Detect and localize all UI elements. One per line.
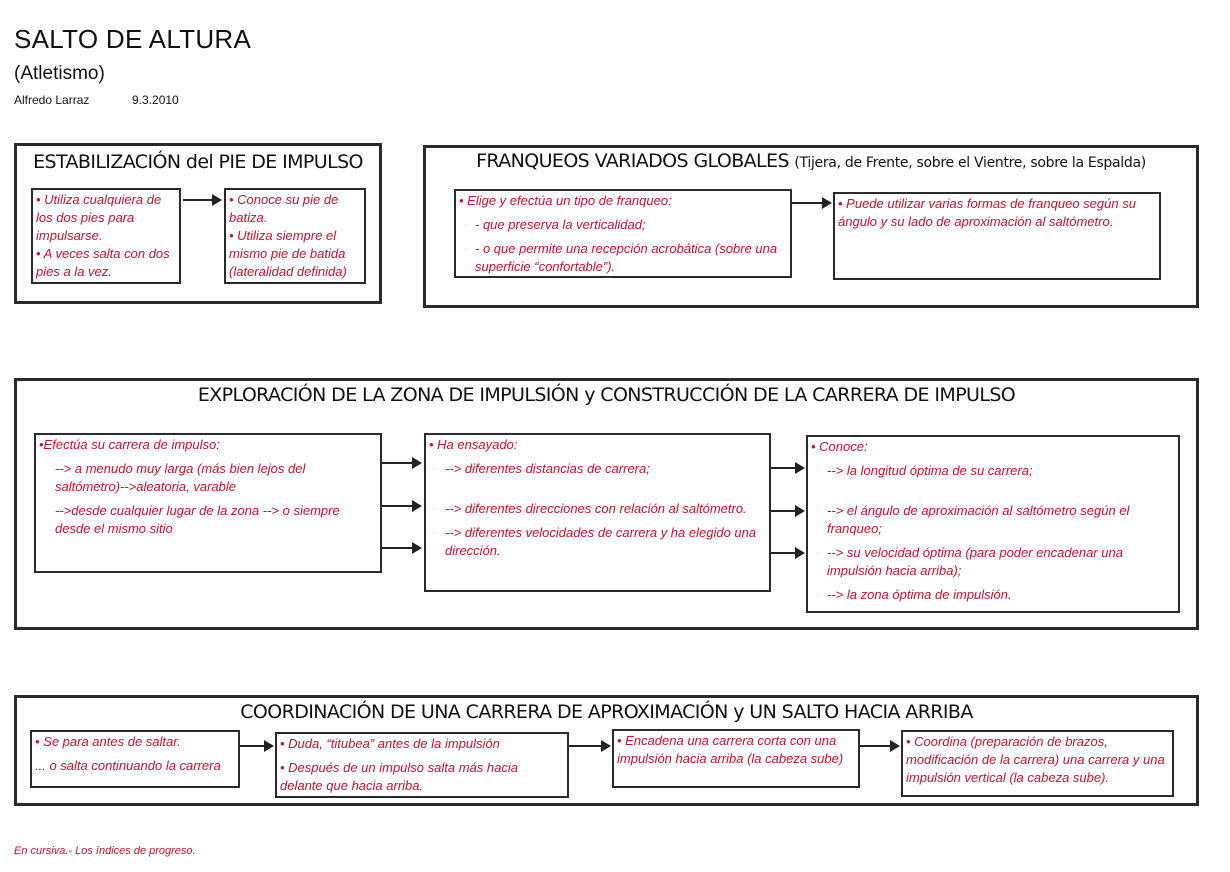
- progress-box: [30, 730, 240, 788]
- box-line: • Utiliza siempre el mismo pie de batida (lateralidad definida): [229, 228, 347, 279]
- author: Alfredo Larraz: [14, 93, 90, 107]
- box-line: • Puede utilizar varias formas de franqueo según su ángulo y su lado de aproximación al saltómetro.: [838, 196, 1136, 229]
- arrow-right-icon: [771, 510, 796, 512]
- arrow-right-icon: [183, 199, 213, 201]
- box-line: - que preserva la verticalidad;: [475, 217, 646, 232]
- progress-box: [833, 192, 1161, 280]
- progress-box: [34, 433, 382, 573]
- progress-box: [612, 729, 860, 788]
- date: 9.3.2010: [132, 93, 179, 107]
- box-line: - o que permite una recepción acrobática (sobre una superficie “confortable”).: [475, 241, 778, 274]
- arrow-right-icon: [860, 745, 891, 747]
- box-line: • Ha ensayado:: [429, 437, 518, 452]
- page-subtitle: (Atletismo): [14, 63, 105, 84]
- progress-box: [454, 189, 792, 278]
- section-estabilizacion: [14, 143, 382, 304]
- box-line: --> su velocidad óptima (para poder encadenar una impulsión hacia arriba);: [827, 545, 1123, 578]
- section-coordinacion: [14, 695, 1199, 806]
- footnote: En cursiva.- Los índices de progreso.: [14, 845, 196, 857]
- progress-box: [224, 188, 366, 284]
- box-line: --> la longitud óptima de su carrera;: [827, 463, 1033, 478]
- section-title: COORDINACIÓN DE UNA CARRERA DE APROXIMACIÓN y UN SALTO HACIA ARRIBA: [240, 701, 973, 723]
- section-title-main: FRANQUEOS VARIADOS GLOBALES: [476, 150, 789, 172]
- box-line: --> el ángulo de aproximación al saltómetro según el franqueo;: [827, 503, 1130, 536]
- box-line: --> la zona óptima de impulsión.: [827, 587, 1012, 602]
- progress-box: [806, 435, 1180, 613]
- progress-box: [275, 732, 569, 798]
- box-line: • Elige y efectúa un tipo de franqueo:: [459, 193, 672, 208]
- arrow-right-icon: [771, 467, 796, 469]
- box-line: --> diferentes velocidades de carrera y ha elegido una dirección.: [445, 525, 757, 558]
- box-line: • A veces salta con dos pies a la vez.: [36, 246, 170, 279]
- box-line: • Después de un impulso salta más hacia delante que hacia arriba.: [280, 760, 518, 793]
- progress-box: [424, 433, 771, 592]
- progress-box: [31, 188, 181, 284]
- section-title: ESTABILIZACIÓN del PIE DE IMPULSO: [33, 151, 363, 173]
- arrow-right-icon: [240, 745, 265, 747]
- box-line: • Utiliza cualquiera de los dos pies para impulsarse.: [36, 192, 162, 243]
- box-line: • Duda, “titubea” antes de la impulsión: [280, 736, 500, 751]
- section-franqueos: [423, 145, 1199, 308]
- box-line: •Efectúa su carrera de impulso:: [39, 437, 220, 452]
- box-line: • Coordina (preparación de brazos, modificación de la carrera) una carrera y una impulsión vertical (la cabeza sube).: [906, 734, 1165, 785]
- box-line: • Conoce:: [811, 439, 868, 454]
- arrow-right-icon: [382, 462, 413, 464]
- box-line: --> a menudo muy larga (más bien lejos del saltómetro)-->aleatoria, varable: [55, 461, 306, 494]
- box-line: • Encadena una carrera corta con una impulsión hacia arriba (la cabeza sube): [617, 733, 844, 766]
- section-title-sub: (Tijera, de Frente, sobre el Vientre, sobre la Espalda): [794, 155, 1146, 171]
- arrow-right-icon: [792, 202, 823, 204]
- arrow-right-icon: [382, 505, 413, 507]
- progress-box: [901, 730, 1174, 797]
- section-title: [426, 150, 1196, 172]
- arrow-right-icon: [382, 547, 413, 549]
- section-title: EXPLORACIÓN DE LA ZONA DE IMPULSIÓN y CONSTRUCCIÓN DE LA CARRERA DE IMPULSO: [197, 384, 1016, 406]
- box-line: ... o salta continuando la carrera: [35, 758, 221, 773]
- box-line: -->desde cualquier lugar de la zona --> o siempre desde el mismo sitio: [55, 503, 340, 536]
- box-line: --> diferentes direcciones con relación al saltómetro.: [445, 501, 747, 516]
- box-line: • Se para antes de saltar.: [35, 734, 181, 749]
- section-exploracion: [14, 378, 1199, 630]
- arrow-right-icon: [771, 552, 796, 554]
- box-line: --> diferentes distancias de carrera;: [445, 461, 650, 476]
- arrow-right-icon: [569, 745, 602, 747]
- box-line: • Conoce su pie de batiza.: [229, 192, 339, 225]
- page-title: SALTO DE ALTURA: [14, 24, 252, 54]
